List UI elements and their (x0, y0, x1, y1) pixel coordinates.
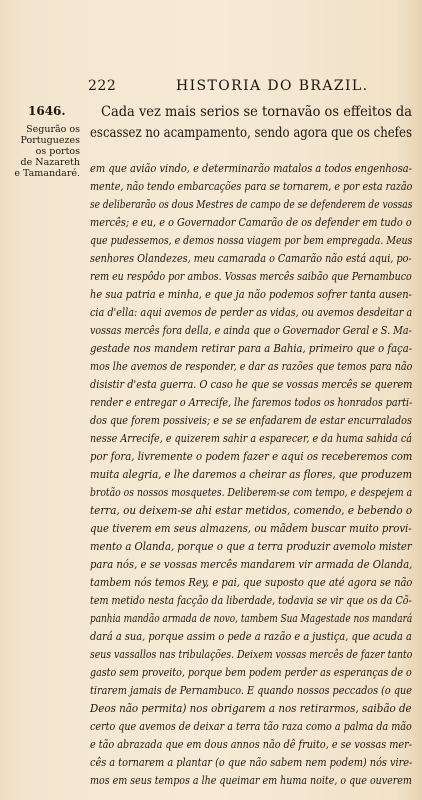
quoted-speech (90, 160, 412, 790)
intro-line: Cada vez mais serios se tornavão os effeitos da (101, 104, 412, 120)
body-line: cia d'ella: aqui avemos de perder as vidas, ou avemos desdeitar a (90, 306, 413, 319)
body-line: nesse Arrecife, e quizerem sahir a esparecer, e da huma sahida cá (90, 432, 412, 445)
body-line: rem eu respôdo por ambos. Vossas mercês saibão que Pernambuco (90, 270, 412, 283)
body-line: muita alegria, e lhe daremos a cheirar as flores, que produzem (90, 468, 413, 481)
margin-year: 1646. (28, 104, 66, 118)
body-line: cês a tornarem a plantar (o que não sabem nem podem) nós vire- (90, 756, 413, 769)
margin-note (6, 124, 80, 179)
intro-paragraph (90, 102, 412, 144)
margin-note-line: os portos (35, 146, 80, 157)
body-line: gestade nos mandem retirar para a Bahia, primeiro que o faça- (90, 342, 413, 355)
body-line: e tão abrazada que em dous annos não dê fruito, e se vossas mer- (90, 738, 413, 751)
margin-note-line: de Nazareth (20, 157, 80, 168)
body-line: tirarem jamais de Pernambuco. E quando nossos peccados (o que (90, 684, 412, 697)
body-line: tambem nós temos Rey, e pai, que suposto que até agora se não (90, 576, 413, 589)
margin-note-line: e Tamandaré. (14, 168, 80, 179)
margin-note-line: Segurão os (26, 124, 80, 135)
body-line: senhores Olandezes, meu camarada o Camarão não está aqui, po- (90, 252, 412, 265)
body-line: mos lhe avemos de responder, e dar as razões que temos para não (90, 360, 413, 373)
page-number: 222 (88, 78, 117, 94)
body-line: que pudessemos, e demos nossa viagem por bem empregada. Meus (90, 234, 413, 247)
body-line: brotão os nossos mosquetes. Deliberem-se com tempo, e despejem a (90, 486, 413, 499)
body-line: por fora, livremente o podem fazer e aqui os receberemos com (90, 450, 413, 463)
body-line: que tiverem em seus almazens, ou mãdem buscar muito provi- (90, 522, 412, 535)
body-line: gasto sem proveito, porque bem podem perder as esperanças de o (90, 666, 412, 679)
body-line: dos que forem possiveis; e se se enfadarem de estar encurralados (90, 414, 412, 427)
body-line: he sua patria e minha, e que ja não podemos sofrer tanta ausen- (90, 288, 412, 301)
body-line: certo que avemos de deixar a terra tão raza como a palma da mão (90, 720, 412, 733)
running-title: HISTORIA DO BRAZIL. (176, 78, 369, 94)
page-header (0, 78, 422, 98)
intro-line: escassez no acampamento, sendo agora que os chefes (90, 125, 412, 141)
body-line: panhia mandão armada de novo, tambem Sua Magestade nos mandará (90, 612, 413, 625)
body-line: mercês; e eu, e o Governador Camarão de os defender em tudo o (90, 216, 412, 229)
body-line: dará a sua, porque assim o pede a razão e a justiça, que acuda a (90, 630, 412, 643)
body-line: mento a Olanda, porque o que a terra produzir avemolo mister (90, 540, 412, 553)
body-line: Deos não permita) nos obrigarem a nos retirarmos, saibão de (90, 702, 412, 715)
margin-note-line: Portuguezes (20, 135, 80, 146)
body-line: render e entregar o Arrecife, lhe faremos todos os honrados parti- (90, 396, 413, 409)
body-line: terra, ou deixem-se ahi estar metidos, comendo, e bebendo o (90, 504, 413, 517)
body-line: disistir d'esta guerra. O caso he que se vossas mercês se querem (90, 378, 413, 391)
body-line: mos em seus tempos a lhe queimar em huma noite, o que ouverem (90, 774, 412, 787)
body-line: se deliberarão os dous Mestres de campo de se defenderem de vossas (90, 198, 413, 211)
body-line: para nós, e se vossas mercês mandarem vir armada de Olanda, (90, 558, 413, 571)
body-line: seus vassallos nas tribulações. Deixem vossas mercês de fazer tanto (90, 648, 413, 661)
body-line: tem metido nesta facção da liberdade, todavia se vir que os da Cõ- (90, 594, 412, 607)
body-line: vossas mercês fora della, e ainda que o Governador Geral e S. Ma- (90, 324, 412, 337)
body-line: mente, não tendo embarcações para se tornarem, e por esta razão (90, 180, 413, 193)
body-line: em que avião vindo, e determinarão matalos a todos engenhosa- (90, 162, 412, 175)
